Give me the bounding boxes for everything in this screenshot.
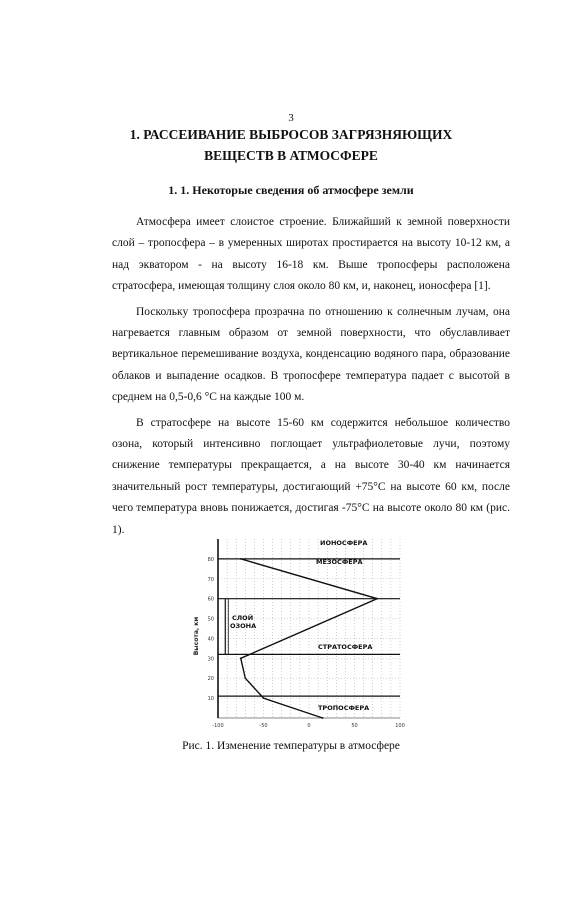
mesosphere-label: МЕЗОСФЕРА [316, 558, 363, 566]
stratosphere-label: СТРАТОСФЕРА [318, 643, 373, 651]
ozone-bracket [225, 599, 228, 655]
temperature-point [240, 657, 242, 659]
y-tick-label: 70 [207, 576, 214, 583]
paragraph-3: В стратосфере на высоте 15-60 км содержится небольшое количество озона, который интенсивно поглощает ультрафиолетовые лучи, поэтому снижение температуры прекращается, а на высоте 30-40 км начинается значительный рост температуры, достигающий +75°С на высоте 60 км, после чего температура вновь понижается, достигая -75°С на высоте около 80 км (рис. 1). [112, 416, 510, 536]
section-title [0, 124, 582, 166]
temperature-point [263, 697, 265, 699]
temperature-figure [188, 536, 418, 736]
temperature-point [244, 677, 246, 679]
paragraph-1: Атмосфера имеет слоистое строение. Ближайший к земной поверхности слой – тропосфера – в умеренных широтах простирается на высоту 10-12 км, а над экватором - на высоту 16-18 км. Выше тропосферы расположена стратосфера, имеющая толщину слоя около 80 км, и, наконец, ионосфера [1]. [112, 216, 510, 293]
temperature-point [240, 558, 242, 560]
figure-caption: Рис. 1. Изменение температуры в атмосфере [182, 740, 400, 752]
y-tick-label: 30 [207, 656, 214, 663]
y-tick-label: 50 [207, 616, 214, 623]
ionosphere-label: ИОНОСФЕРА [320, 539, 368, 547]
x-tick-label: 100 [395, 723, 405, 729]
page-number: 3 [288, 112, 294, 124]
body-text [112, 212, 510, 545]
x-tick-label: -100 [212, 723, 224, 729]
y-tick-labels [208, 557, 214, 702]
paragraph-2: Поскольку тропосфера прозрачна по отношению к солнечным лучам, она нагревается главным образом от земной поверхности, что обуславливает вертикальное перемешивание воздуха, конденсацию водяного пара, образование облаков и выпадение осадков. В тропосфере температура падает с высотой в среднем на 0,5-0,6 °С на каждые 100 м. [112, 305, 510, 404]
x-tick-label: 0 [307, 723, 311, 729]
ozone-label-line2: ОЗОНА [230, 622, 257, 630]
troposphere-label: ТРОПОСФЕРА [318, 704, 370, 712]
temperature-point [322, 717, 324, 719]
y-tick-label: 80 [207, 556, 214, 563]
x-tick-label: -50 [259, 723, 268, 729]
subsection-title: 1. 1. Некоторые сведения об атмосфере земли [168, 183, 414, 197]
ozone-label-line1: СЛОЙ [232, 614, 254, 622]
y-axis-label: Высота, км [193, 616, 200, 656]
y-tick-label: 60 [207, 596, 214, 603]
x-tick-labels [212, 723, 404, 729]
temperature-chart [188, 536, 418, 736]
y-tick-label: 10 [207, 696, 214, 703]
section-title-line1: 1. РАССЕИВАНИЕ ВЫБРОСОВ ЗАГРЯЗНЯЮЩИХ [129, 127, 453, 142]
x-tick-label: 50 [351, 723, 358, 729]
temperature-point [376, 598, 378, 600]
y-tick-label: 40 [207, 636, 214, 643]
y-tick-label: 20 [207, 676, 214, 683]
section-title-line2: ВЕЩЕСТВ В АТМОСФЕРЕ [204, 148, 378, 163]
